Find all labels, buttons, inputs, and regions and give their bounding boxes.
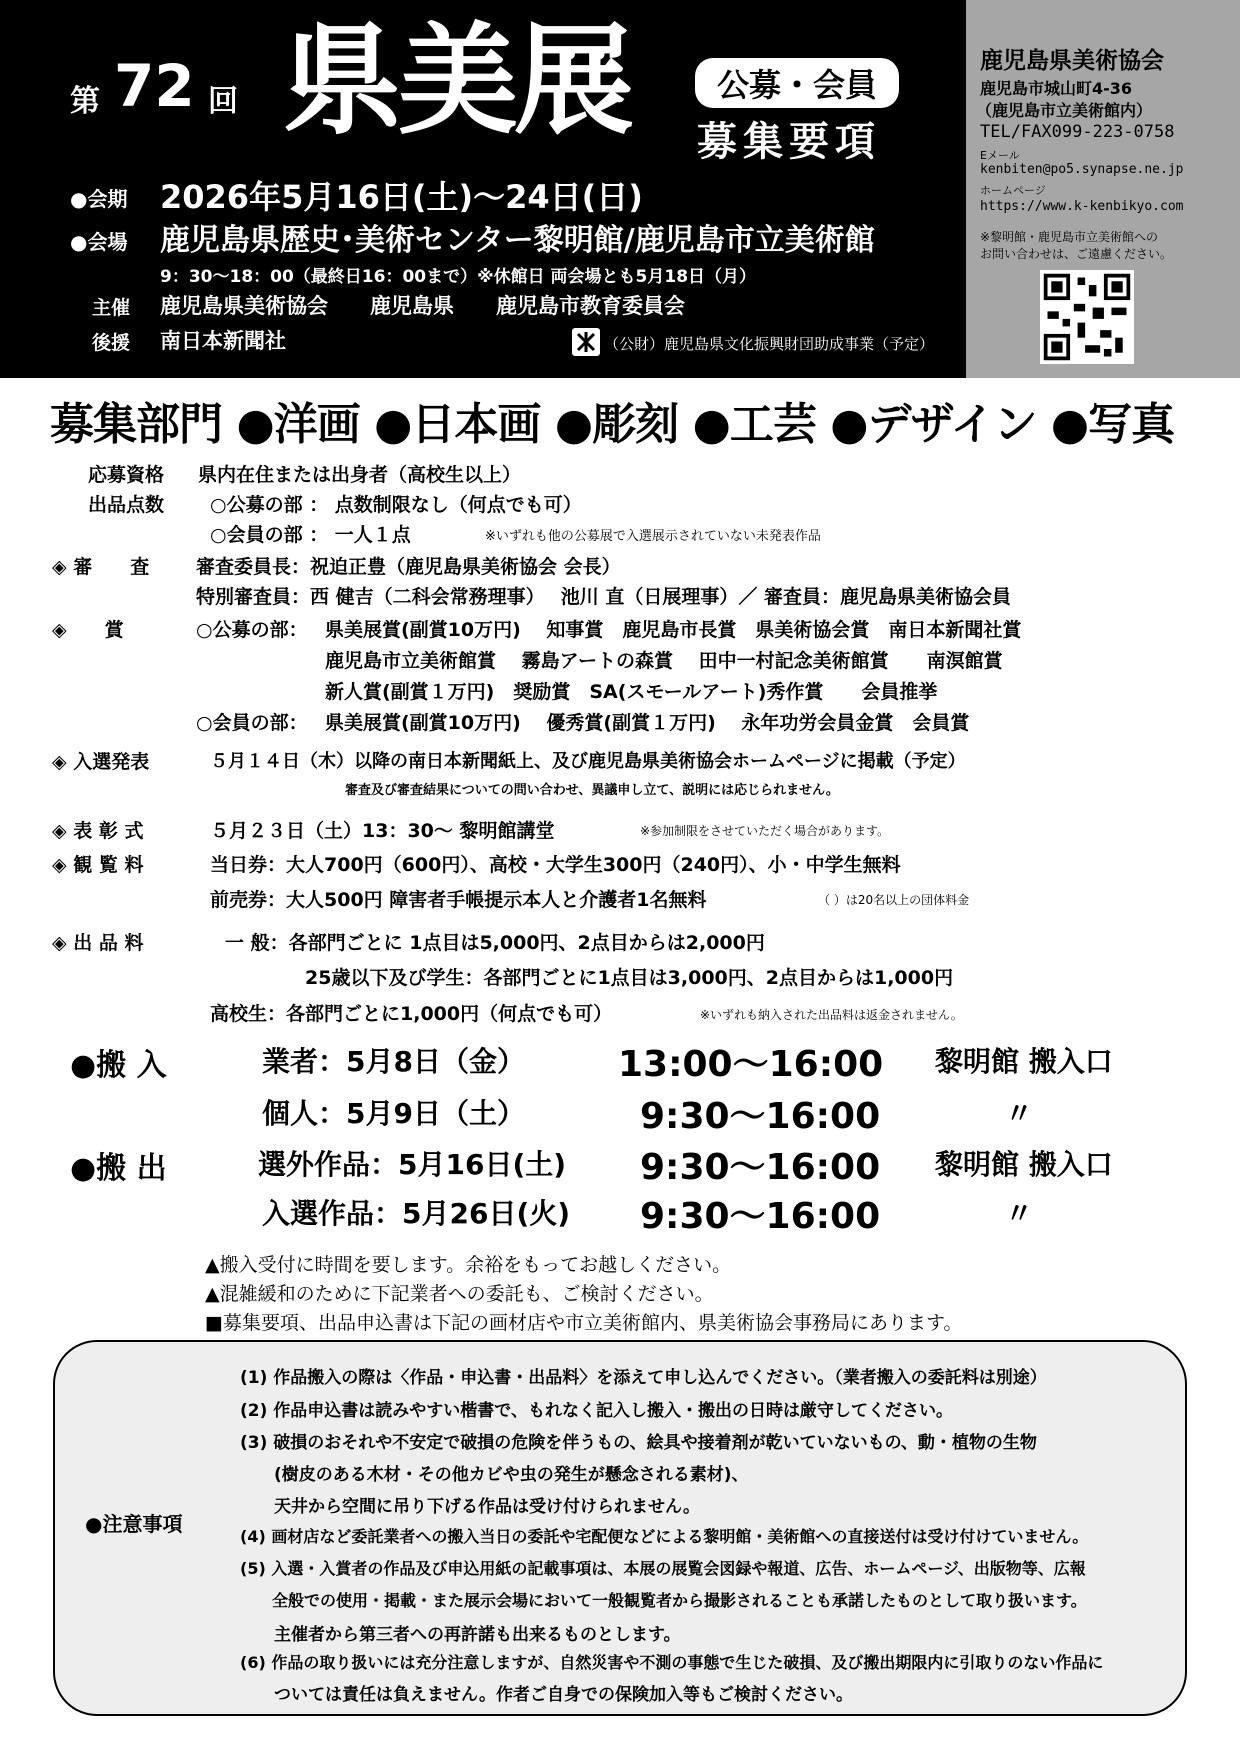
sponsor-value: 南日本新聞社 bbox=[160, 329, 286, 353]
delivery-in-who-1: 業者：5月8日（金） bbox=[262, 1045, 525, 1078]
delivery-in-who-2: 個人：5月9日（土） bbox=[262, 1097, 525, 1130]
org-email[interactable]: kenbiten@po5.synapse.ne.jp bbox=[980, 162, 1184, 177]
edition-suffix: 回 bbox=[208, 84, 238, 119]
ceremony-label: ◈ 表 彰 式 bbox=[52, 820, 144, 842]
announcement-value: ５月１４日（木）以降の南日本新聞紙上、及び鹿児島県美術協会ホームページに掲載（予定） bbox=[210, 751, 966, 772]
remark-3: ■募集要項、出品申込書は下記の画材店や市立美術館内、県美術協会事務局にあります。 bbox=[205, 1312, 963, 1334]
ceremony-note: ※参加制限をさせていただく場合があります。 bbox=[640, 824, 890, 838]
badge-public-member: 公募・会員 bbox=[695, 58, 899, 108]
eligibility-label: 応募資格 bbox=[88, 464, 165, 486]
awards-public-3: 新人賞(副賞１万円) 奨励賞 SA(スモールアート)秀作賞 会員推挙 bbox=[325, 681, 938, 703]
note-line-4: (樹皮のある木材・その他カビや虫の発生が懸念される素材)、 bbox=[240, 1465, 749, 1485]
notes-box bbox=[53, 1340, 1187, 1716]
fee-general: 一 般：各部門ごとに 1点目は5,000円、2点目からは2,000円 bbox=[225, 932, 765, 954]
organizer-value: 鹿児島県美術協会 鹿児島県 鹿児島市教育委員会 bbox=[160, 294, 685, 318]
venue-label: ●会場 bbox=[70, 230, 128, 254]
event-header bbox=[0, 0, 966, 378]
categories-heading: 募集部門 ●洋画 ●日本画 ●彫刻 ●工芸 ●デザイン ●写真 bbox=[50, 399, 1175, 450]
eligibility-value: 県内在住または出身者（高校生以上） bbox=[198, 464, 522, 486]
period-label: ●会期 bbox=[70, 187, 128, 211]
note-line-7: (5) 入選・入賞者の作品及び申込用紙の記載事項は、本展の展覧会図録や報道、広告、ホームページ、出版物等、広報 bbox=[240, 1559, 1086, 1578]
note-line-6: (4) 画材店など委託業者への搬入当日の委託や宅配便などによる黎明館・美術館への直接送付は受け付けていません。 bbox=[240, 1527, 1089, 1546]
note-line-3: (3) 破損のおそれや不安定で破損の危険を伴うもの、絵具や接着剤が乾いていないもの、動・植物の生物 bbox=[240, 1433, 1037, 1453]
jury-line-1: 審査委員長：祝迫正豊（鹿児島県美術協会 会長） bbox=[196, 556, 621, 578]
delivery-out-who-1: 選外作品：5月16日(土) bbox=[258, 1148, 567, 1181]
notes-label: ●注意事項 bbox=[85, 1512, 183, 1536]
organizer-label: 主催 bbox=[92, 297, 131, 319]
inquiry-note-2: お問い合わせは、ご遠慮ください。 bbox=[980, 247, 1173, 261]
grant-text: （公財）鹿児島県文化振興財団助成事業（予定） bbox=[604, 335, 935, 353]
note-line-5: 天井から空間に吊り下げる作品は受け付けられません。 bbox=[240, 1497, 701, 1517]
awards-member-1: 県美展賞(副賞10万円) 優秀賞(副賞１万円) 永年功労会員金賞 会員賞 bbox=[325, 712, 970, 734]
delivery-in-place-1: 黎明館 搬入口 bbox=[935, 1045, 1113, 1078]
qr-code-icon[interactable] bbox=[1040, 270, 1134, 364]
admission-advance: 前売券：大人500円 障害者手帳提示本人と介護者1名無料 bbox=[210, 889, 707, 911]
org-address-note: （鹿児島市立美術館内） bbox=[976, 101, 1153, 120]
org-web-label: ホームページ bbox=[980, 184, 1046, 197]
awards-public-2: 鹿児島市立美術館賞 霧島アートの森賞 田中一村記念美術館賞 南溟館賞 bbox=[325, 650, 1003, 672]
delivery-out-label: ●搬 出 bbox=[70, 1151, 167, 1186]
remark-1: ▲搬入受付に時間を要します。余裕をもってお越しください。 bbox=[205, 1254, 732, 1276]
venue-value: 鹿児島県歴史･美術センター黎明館/鹿児島市立美術館 bbox=[160, 223, 875, 258]
note-line-10: (6) 作品の取り扱いには充分注意しますが、自然災害や不測の事態で生じた破損、及び搬出期限内に引取りのない作品に bbox=[240, 1653, 1104, 1672]
fee-youth: 25歳以下及び学生：各部門ごとに1点目は3,000円、2点目からは1,000円 bbox=[305, 967, 954, 989]
entries-note: ※いずれも他の公募展で入選展示されていない未発表作品 bbox=[485, 529, 821, 544]
remark-2: ▲混雑緩和のために下記業者への委託も、ご検討ください。 bbox=[205, 1283, 714, 1305]
org-tel: TEL/FAX099-223-0758 bbox=[980, 122, 1175, 142]
fee-note: ※いずれも納入された出品料は返金されません。 bbox=[700, 1008, 963, 1022]
exhibition-subtitle: 募集要項 bbox=[697, 119, 881, 165]
delivery-out-time-2: 9:30～16:00 bbox=[640, 1196, 881, 1237]
edition-prefix: 第 bbox=[70, 84, 100, 119]
org-email-label: Eメール bbox=[980, 149, 1020, 162]
note-line-9: 主催者から第三者への再許諾も出来るものとします。 bbox=[240, 1625, 681, 1645]
org-web[interactable]: https://www.k-kenbikyo.com bbox=[980, 199, 1184, 214]
note-line-11: ついては責任は負えません。作者ご自身での保険加入等もご検討ください。 bbox=[240, 1685, 854, 1705]
jury-line-2: 特別審査員：西 健吉（二科会常務理事） 池川 直（日展理事）／ 審査員：鹿児島県美術協会員 bbox=[196, 586, 1011, 608]
org-name: 鹿児島県美術協会 bbox=[980, 48, 1164, 74]
awards-public-label: ○公募の部： bbox=[196, 619, 308, 641]
announcement-note: 審査及び審査結果についての問い合わせ、異議申し立て、説明には応じられません。 bbox=[345, 783, 839, 798]
note-line-2: (2) 作品申込書は読みやすい楷書で、もれなく記入し搬入・搬出の日時は厳守してください。 bbox=[240, 1401, 953, 1421]
delivery-in-label: ●搬 入 bbox=[70, 1048, 167, 1083]
ceremony-value: ５月２３日（土）13：30～ 黎明館講堂 bbox=[210, 820, 555, 842]
delivery-out-who-2: 入選作品：5月26日(火) bbox=[262, 1197, 571, 1230]
delivery-in-time-1: 13:00～16:00 bbox=[618, 1044, 884, 1085]
delivery-in-time-2: 9:30～16:00 bbox=[640, 1096, 881, 1137]
entries-member: ○会員の部 ： 一人１点 bbox=[210, 524, 411, 546]
edition-number: 72 bbox=[114, 52, 195, 120]
entries-label: 出品点数 bbox=[88, 494, 165, 516]
organization-info bbox=[966, 0, 1240, 378]
entries-public: ○公募の部 ： 点数制限なし（何点でも可） bbox=[210, 494, 582, 516]
inquiry-note-1: ※黎明館・鹿児島市立美術館への bbox=[980, 230, 1159, 244]
sponsor-label: 後援 bbox=[92, 332, 131, 354]
delivery-in-place-2: 〃 bbox=[1005, 1097, 1034, 1130]
fee-label: ◈ 出 品 料 bbox=[52, 932, 144, 954]
awards-member-label: ○会員の部： bbox=[196, 712, 308, 734]
admission-day: 当日券：大人700円（600円）、高校・大学生300円（240円）、小・中学生無料 bbox=[210, 854, 901, 876]
fee-high-school: 高校生：各部門ごとに1,000円（何点でも可） bbox=[210, 1003, 613, 1025]
period-value: 2026年5月16日(土)～24日(日) bbox=[160, 178, 643, 216]
admission-label: ◈ 観 覧 料 bbox=[52, 854, 144, 876]
awards-label: ◈ 賞 bbox=[52, 619, 124, 641]
jury-label: ◈ 審 査 bbox=[52, 556, 150, 578]
note-line-1: (1) 作品搬入の際は〈作品・申込書・出品料〉を添えて申し込んでください。（業者搬入の委託料は別途） bbox=[240, 1368, 1047, 1388]
announcement-label: ◈ 入選発表 bbox=[52, 751, 150, 773]
org-address: 鹿児島市城山町4-36 bbox=[980, 79, 1133, 98]
delivery-out-place-2: 〃 bbox=[1005, 1197, 1034, 1230]
foundation-logo-icon bbox=[572, 328, 600, 356]
opening-hours: 9：30～18：00（最終日16：00まで）※休館日 両会場とも5月18日（月） bbox=[160, 267, 757, 287]
delivery-out-place-1: 黎明館 搬入口 bbox=[935, 1148, 1113, 1181]
note-line-8: 全般での使用・掲載・また展示会場において一般観覧者から撮影されることも承諾したものとして取り扱います。 bbox=[240, 1591, 1087, 1610]
admission-note: （ ）は20名以上の団体料金 bbox=[818, 893, 970, 907]
delivery-out-time-1: 9:30～16:00 bbox=[640, 1147, 881, 1188]
exhibition-title: 県美展 bbox=[282, 12, 630, 151]
awards-public-1: 県美展賞(副賞10万円) 知事賞 鹿児島市長賞 県美術協会賞 南日本新聞社賞 bbox=[325, 619, 1022, 641]
